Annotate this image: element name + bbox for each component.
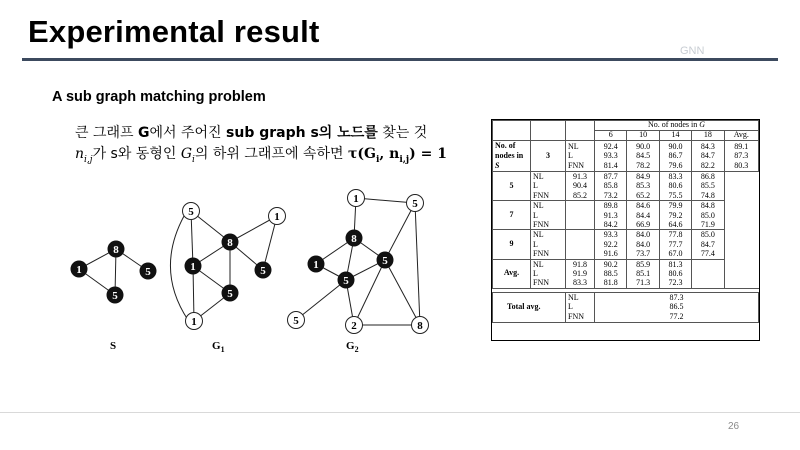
cell-value: 90.2 <box>603 259 618 269</box>
row-size-label: Avg. <box>493 259 531 288</box>
cell-value: 85.8 <box>603 181 618 191</box>
node-label: 1 <box>313 259 319 271</box>
method-labels <box>566 141 595 172</box>
graph-label-g1 <box>212 340 225 354</box>
desc-math-sub: i,j <box>84 154 93 165</box>
table-cell <box>595 172 627 201</box>
method-label: L <box>533 268 538 278</box>
cell-value <box>694 269 721 278</box>
cell-value: 66.9 <box>636 219 651 229</box>
cell-value: 71.3 <box>636 278 651 288</box>
cell-value: 84.8 <box>700 201 715 211</box>
cell-value: 90.0 <box>668 141 683 151</box>
table-cell <box>595 230 627 259</box>
cell-value: 79.9 <box>668 201 683 211</box>
title-underline <box>22 58 778 61</box>
table-cell <box>595 141 627 172</box>
node-label: 1 <box>353 193 359 205</box>
node-label: 5 <box>412 198 418 210</box>
desc-formula: ) = 1 <box>409 146 447 162</box>
node-label: 5 <box>382 255 388 267</box>
table-cell <box>566 230 595 259</box>
table-cell <box>692 141 724 172</box>
col-header: 14 <box>659 131 691 141</box>
desc-text: 에서 주어진 <box>149 125 227 141</box>
graph-diagrams <box>60 180 450 370</box>
cell-value: 84.2 <box>603 219 618 229</box>
cell-value: 77.7 <box>668 239 683 249</box>
table-cell <box>659 259 691 288</box>
col-header: 6 <box>595 131 627 141</box>
table-cell <box>692 259 724 288</box>
method-labels <box>531 259 566 288</box>
total-label: Total avg. <box>493 292 566 322</box>
method-label: NL <box>533 259 544 269</box>
graph-label-text: G <box>346 340 355 352</box>
graph-label-s: S <box>110 340 117 352</box>
cell-value: 80.6 <box>668 268 683 278</box>
node-label: 8 <box>113 244 119 256</box>
cell-value: 90.0 <box>636 141 651 151</box>
node-label: 1 <box>191 316 197 328</box>
cell-value <box>694 278 721 287</box>
method-label: NL <box>533 230 544 240</box>
node-label: 5 <box>293 315 299 327</box>
graph-g1 <box>183 203 286 330</box>
cell-value: 81.8 <box>603 278 618 288</box>
cell-value: 80.3 <box>734 160 749 170</box>
desc-text: 찾는 것 <box>377 125 428 141</box>
node-label: 5 <box>260 265 266 277</box>
node-label: 5 <box>112 290 118 302</box>
cell-value: 91.6 <box>603 249 618 259</box>
cell-value: 89.1 <box>734 141 749 151</box>
description-line-2 <box>75 143 447 165</box>
table-cell <box>692 230 724 259</box>
cell-value: 85.5 <box>700 181 715 191</box>
cell-value: 84.5 <box>636 151 651 161</box>
cell-value: 91.3 <box>603 210 618 220</box>
table-cell <box>627 201 659 230</box>
total-value: 77.2 <box>669 311 684 321</box>
graph-s <box>71 241 157 304</box>
method-label: L <box>533 181 538 191</box>
cell-value: 89.8 <box>603 201 618 211</box>
total-value: 86.5 <box>669 302 684 312</box>
cell-value: 92.4 <box>603 141 618 151</box>
method-label: FNN <box>533 278 550 288</box>
cell-value: 74.8 <box>700 190 715 200</box>
table-cell <box>627 259 659 288</box>
cell-value: 73.7 <box>636 249 651 259</box>
table-cell <box>566 201 595 230</box>
row-group-label <box>493 141 531 172</box>
cell-value: 85.1 <box>636 268 651 278</box>
cell-value: 78.2 <box>636 160 651 170</box>
cell-value: 87.3 <box>734 151 749 161</box>
cell-value <box>568 220 592 229</box>
node-label: 5 <box>188 206 194 218</box>
graph-label-text: G <box>212 340 221 352</box>
method-label: FNN <box>533 249 550 259</box>
header-group <box>595 121 759 131</box>
cell-value: 72.3 <box>668 278 683 288</box>
desc-text: 큰 그래프 <box>75 125 138 141</box>
row-group-text-italic: S <box>495 161 500 170</box>
node-label: 1 <box>190 261 196 273</box>
cell-value: 79.6 <box>668 160 683 170</box>
results-table <box>491 119 760 341</box>
table-cell <box>627 141 659 172</box>
col-header: 18 <box>692 131 724 141</box>
desc-math-sub: i <box>192 154 195 165</box>
cell-value: 83.3 <box>573 278 587 288</box>
table-cell <box>659 201 691 230</box>
table-cell <box>595 201 627 230</box>
method-label: NL <box>533 201 544 211</box>
cell-value: 77.4 <box>700 249 715 259</box>
graph-g2 <box>288 190 429 334</box>
row-size-label: 3 <box>531 141 566 172</box>
cell-value: 79.2 <box>668 210 683 220</box>
cell-value: 84.3 <box>700 141 715 151</box>
desc-text: 의 하위 그래프에 속하면 <box>194 146 348 162</box>
table-cell <box>566 259 595 288</box>
row-size-label: 5 <box>493 172 531 201</box>
cell-value: 88.5 <box>603 268 618 278</box>
node-label: 5 <box>227 288 233 300</box>
cell-value <box>568 201 592 210</box>
graph-label-sub: 2 <box>354 345 359 355</box>
cell-value: 84.0 <box>636 230 651 240</box>
method-labels <box>531 230 566 259</box>
table-cell <box>595 259 627 288</box>
cell-value: 83.3 <box>668 172 683 181</box>
desc-math: G <box>180 146 193 162</box>
cell-value: 84.9 <box>636 172 651 181</box>
table-cell <box>659 172 691 201</box>
slide-title: Experimental result <box>28 14 320 49</box>
node-label: 5 <box>145 266 151 278</box>
cell-value <box>694 260 721 269</box>
footer-divider <box>0 412 800 413</box>
cell-value: 84.7 <box>700 239 715 249</box>
cell-value <box>568 249 592 258</box>
cell-value: 93.3 <box>603 151 618 161</box>
cell-value: 84.7 <box>700 151 715 161</box>
desc-formula: , n <box>379 146 400 162</box>
graph-label-sub: 1 <box>220 345 225 355</box>
cell-value: 85.2 <box>573 190 587 200</box>
method-label: FNN <box>568 160 585 170</box>
cell-value: 85.0 <box>700 210 715 220</box>
node-label: 1 <box>274 211 280 223</box>
cell-value: 86.8 <box>700 172 715 181</box>
desc-text-bold: G <box>138 125 150 141</box>
table-cell <box>659 230 691 259</box>
method-label: NL <box>568 141 579 151</box>
node-label: 8 <box>351 233 357 245</box>
method-label: FNN <box>533 190 550 200</box>
cell-value: 67.0 <box>668 249 683 259</box>
cell-value: 91.3 <box>573 172 587 181</box>
col-header: Avg. <box>724 131 758 141</box>
method-label: NL <box>568 293 579 303</box>
cell-value <box>568 240 592 249</box>
cell-value: 91.9 <box>573 268 587 278</box>
cell-value: 84.6 <box>636 201 651 211</box>
cell-value: 71.9 <box>700 219 715 229</box>
node-label: 8 <box>227 237 233 249</box>
cell-value: 92.2 <box>603 239 618 249</box>
method-label: FNN <box>533 219 550 229</box>
cell-value: 87.7 <box>603 172 618 181</box>
method-labels <box>566 292 595 322</box>
method-label: L <box>568 151 573 161</box>
graph-label-g2 <box>346 340 359 354</box>
desc-formula: τ(G <box>347 146 376 162</box>
method-label: FNN <box>568 311 585 321</box>
header-text: No. of nodes in <box>647 120 700 130</box>
total-values <box>595 292 759 322</box>
section-tag: GNN <box>680 45 705 57</box>
cell-value: 75.5 <box>668 190 683 200</box>
node-label: 8 <box>417 320 423 332</box>
cell-value: 81.3 <box>668 259 683 269</box>
cell-value: 84.4 <box>636 210 651 220</box>
method-label: L <box>568 302 573 312</box>
cell-value: 84.0 <box>636 239 651 249</box>
table-cell <box>566 172 595 201</box>
col-header: 10 <box>627 131 659 141</box>
cell-value: 85.3 <box>636 181 651 191</box>
table-cell <box>659 141 691 172</box>
desc-text: 가 s와 동형인 <box>92 146 181 162</box>
table-cell <box>692 172 724 201</box>
header-text-italic: G <box>699 120 706 130</box>
method-labels <box>531 172 566 201</box>
total-value: 87.3 <box>669 293 684 303</box>
row-size-label: 7 <box>493 201 531 230</box>
cell-value: 85.0 <box>700 230 715 240</box>
cell-value: 77.8 <box>668 230 683 240</box>
row-size-label: 9 <box>493 230 531 259</box>
row-group-text: No. of nodes in <box>495 141 524 160</box>
desc-math: n <box>75 146 85 162</box>
desc-text-bold: sub graph s의 노드를 <box>226 125 378 141</box>
cell-value <box>568 211 592 220</box>
cell-value: 73.2 <box>603 190 618 200</box>
node-label: 2 <box>351 320 357 332</box>
cell-value: 93.3 <box>603 230 618 240</box>
method-labels <box>531 201 566 230</box>
table-cell <box>627 230 659 259</box>
method-label: NL <box>533 172 544 181</box>
cell-value: 82.2 <box>700 160 715 170</box>
cell-value: 86.7 <box>668 151 683 161</box>
cell-value: 91.8 <box>573 259 587 269</box>
cell-value: 90.4 <box>573 181 587 191</box>
desc-formula-sub: i <box>375 154 380 165</box>
table-cell <box>724 141 758 172</box>
node-label: 5 <box>343 275 349 287</box>
method-label: L <box>533 210 538 220</box>
desc-formula-sub: i,j <box>399 154 410 165</box>
description-line-1 <box>75 122 427 142</box>
node-label: 1 <box>76 264 82 276</box>
subtitle: A sub graph matching problem <box>52 89 266 105</box>
method-label: L <box>533 239 538 249</box>
cell-value <box>568 230 592 239</box>
cell-value: 65.2 <box>636 190 651 200</box>
table-cell <box>627 172 659 201</box>
cell-value: 80.6 <box>668 181 683 191</box>
page-number: 26 <box>728 421 740 432</box>
cell-value: 64.6 <box>668 219 683 229</box>
table-cell <box>692 201 724 230</box>
cell-value: 81.4 <box>603 160 618 170</box>
cell-value: 85.9 <box>636 259 651 269</box>
